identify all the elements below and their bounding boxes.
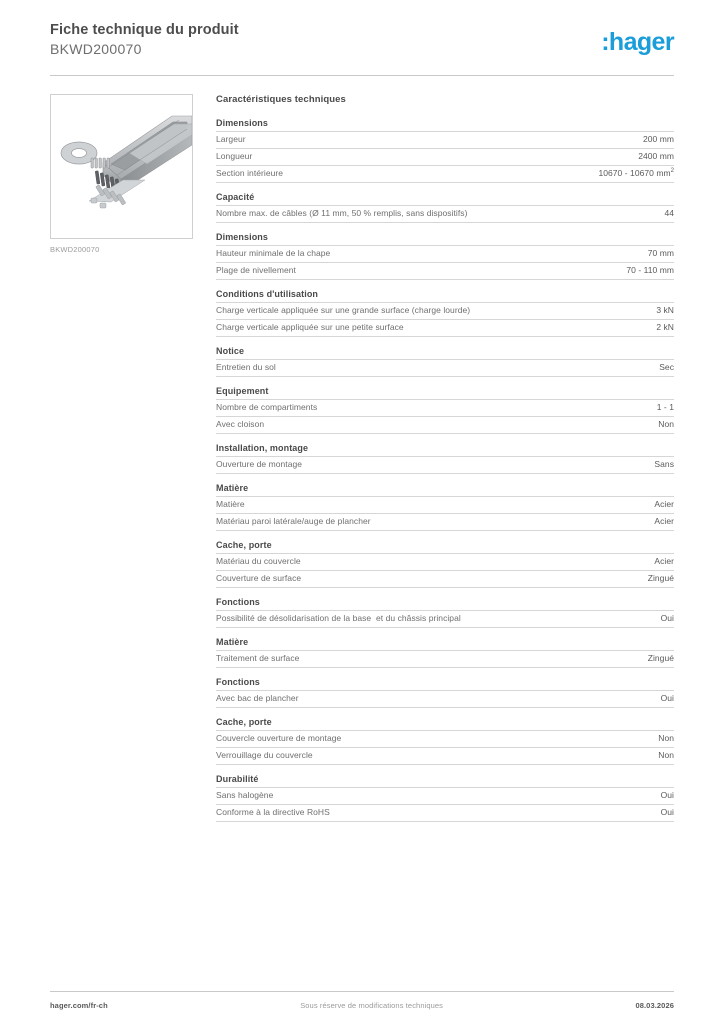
table-row	[216, 417, 674, 434]
spec-label: Sans halogène	[216, 790, 274, 801]
spec-group	[216, 717, 674, 765]
spec-group	[216, 540, 674, 588]
footer-website[interactable]: hager.com/fr-ch	[50, 1001, 108, 1010]
spec-group-heading: Cache, porte	[216, 539, 272, 550]
spec-group-heading: Matière	[216, 636, 249, 647]
product-figure	[50, 94, 195, 254]
spec-value: Zingué	[647, 573, 674, 584]
spec-group	[216, 637, 674, 668]
spec-value: Sec	[659, 362, 674, 373]
spec-group-heading: Cache, porte	[216, 716, 272, 727]
spec-value: 10670 - 10670 $mm^2$	[598, 168, 674, 179]
table-row	[216, 320, 674, 337]
spec-group-rows	[216, 359, 674, 377]
table-row	[216, 805, 674, 822]
spec-group-heading: Fonctions	[216, 676, 260, 687]
spec-value: Non	[658, 733, 674, 744]
spec-group-heading: Installation, montage	[216, 442, 309, 453]
table-row	[216, 263, 674, 280]
footer-date: 08.03.2026	[635, 1001, 674, 1010]
spec-label: Ouverture de montage	[216, 459, 303, 470]
spec-group-rows	[216, 650, 674, 668]
page-footer	[50, 991, 674, 1010]
spec-label: Avec bac de plancher	[216, 693, 299, 704]
spec-label: Matériau du couvercle	[216, 556, 301, 567]
spec-label: Largeur	[216, 134, 246, 145]
spec-group-rows	[216, 205, 674, 223]
spec-group	[216, 289, 674, 337]
spec-label: Charge verticale appliquée sur une petite surface	[216, 322, 404, 333]
spec-label: Nombre max. de câbles (Ø 11 mm, 50 % remplis, sans dispositifs)	[216, 208, 468, 219]
spec-group-rows	[216, 245, 674, 280]
spec-group-rows	[216, 553, 674, 588]
spec-value: Zingué	[647, 653, 674, 664]
spec-value: 1 - 1	[656, 402, 674, 413]
footer-disclaimer: Sous réserve de modifications techniques	[300, 1001, 444, 1010]
spec-group	[216, 774, 674, 822]
product-reference: BKWD200070	[50, 41, 142, 58]
spec-group-rows	[216, 787, 674, 822]
spec-value: Sans	[654, 459, 674, 470]
spec-group	[216, 232, 674, 280]
spec-group-heading: Durabilité	[216, 773, 259, 784]
spec-value: 70 - 110 mm	[626, 265, 674, 276]
table-row	[216, 246, 674, 263]
specifications-column	[195, 94, 674, 831]
floor-trunking-illustration	[51, 95, 192, 238]
spec-value: Acier	[654, 516, 674, 527]
spec-label: Possibilité de désolidarisation de la base et du châssis principal	[216, 613, 461, 624]
spec-label: Longueur	[216, 151, 253, 162]
page-content	[50, 76, 674, 831]
spec-group	[216, 386, 674, 434]
spec-group	[216, 483, 674, 531]
table-row	[216, 206, 674, 223]
spec-label: Plage de nivellement	[216, 265, 296, 276]
spec-value: 44	[664, 208, 674, 219]
table-row	[216, 457, 674, 474]
spec-label: Couverture de surface	[216, 573, 302, 584]
table-row	[216, 731, 674, 748]
table-row	[216, 691, 674, 708]
spec-value: Acier	[654, 499, 674, 510]
spec-value: 70 mm	[647, 248, 674, 259]
spec-group-rows	[216, 131, 674, 183]
spec-group-rows	[216, 456, 674, 474]
spec-label: Charge verticale appliquée sur une grande surface (charge lourde)	[216, 305, 471, 316]
spec-value: Oui	[660, 693, 674, 704]
page-title: Fiche technique du produit	[50, 22, 239, 38]
header-titles	[50, 22, 239, 58]
product-caption: BKWD200070	[50, 244, 100, 254]
spec-group-heading: Capacité	[216, 191, 255, 202]
spec-group	[216, 118, 674, 183]
spec-label: Nombre de compartiments	[216, 402, 318, 413]
spec-group-rows	[216, 399, 674, 434]
spec-value: Acier	[654, 556, 674, 567]
spec-group	[216, 346, 674, 377]
table-row	[216, 611, 674, 628]
spec-label: Couvercle ouverture de montage	[216, 733, 342, 744]
spec-group-heading: Matière	[216, 482, 249, 493]
spec-group-rows	[216, 690, 674, 708]
spec-value: Non	[658, 750, 674, 761]
spec-label: Matière	[216, 499, 245, 510]
spec-group-heading: Conditions d'utilisation	[216, 288, 319, 299]
hager-logo: :hager	[601, 28, 674, 56]
spec-group-heading: Equipement	[216, 385, 269, 396]
table-row	[216, 360, 674, 377]
spec-group	[216, 677, 674, 708]
spec-label: Hauteur minimale de la chape	[216, 248, 331, 259]
spec-group-heading: Dimensions	[216, 117, 269, 128]
spec-group-rows	[216, 610, 674, 628]
table-row	[216, 514, 674, 531]
spec-label: Verrouillage du couvercle	[216, 750, 313, 761]
spec-group-rows	[216, 302, 674, 337]
spec-value: 2400 mm	[638, 151, 674, 162]
spec-label: Conforme à la directive RoHS	[216, 807, 330, 818]
spec-group-heading: Fonctions	[216, 596, 260, 607]
table-row	[216, 571, 674, 588]
footer-content	[50, 992, 674, 1010]
table-row	[216, 554, 674, 571]
table-row	[216, 303, 674, 320]
table-row	[216, 400, 674, 417]
spec-group	[216, 597, 674, 628]
product-column	[50, 94, 195, 254]
spec-value: Oui	[660, 807, 674, 818]
spec-value: Non	[658, 419, 674, 430]
superscript-two: 2	[670, 168, 674, 175]
spec-label: Entretien du sol	[216, 362, 276, 373]
spec-value: Oui	[660, 790, 674, 801]
table-row	[216, 166, 674, 183]
spec-value: 3 kN	[656, 305, 674, 316]
specifications-table	[216, 118, 674, 822]
table-row	[216, 651, 674, 668]
page-header	[50, 0, 674, 58]
spec-value: 200 mm	[642, 134, 674, 145]
spec-label: Matériau paroi latérale/auge de plancher	[216, 516, 371, 527]
table-row	[216, 748, 674, 765]
spec-label: Section intérieure	[216, 168, 284, 179]
spec-value: 2 kN	[656, 322, 674, 333]
table-row	[216, 788, 674, 805]
specifications-title: Caractéristiques techniques	[216, 93, 346, 105]
spec-label: Traitement de surface	[216, 653, 300, 664]
spec-group-heading: Notice	[216, 345, 245, 356]
spec-group	[216, 443, 674, 474]
table-row	[216, 497, 674, 514]
product-image	[50, 94, 193, 239]
spec-value: Oui	[660, 613, 674, 624]
spec-group	[216, 192, 674, 223]
spec-group-heading: Dimensions	[216, 231, 269, 242]
spec-group-rows	[216, 730, 674, 765]
table-row	[216, 132, 674, 149]
table-row	[216, 149, 674, 166]
spec-label: Avec cloison	[216, 419, 265, 430]
spec-group-rows	[216, 496, 674, 531]
